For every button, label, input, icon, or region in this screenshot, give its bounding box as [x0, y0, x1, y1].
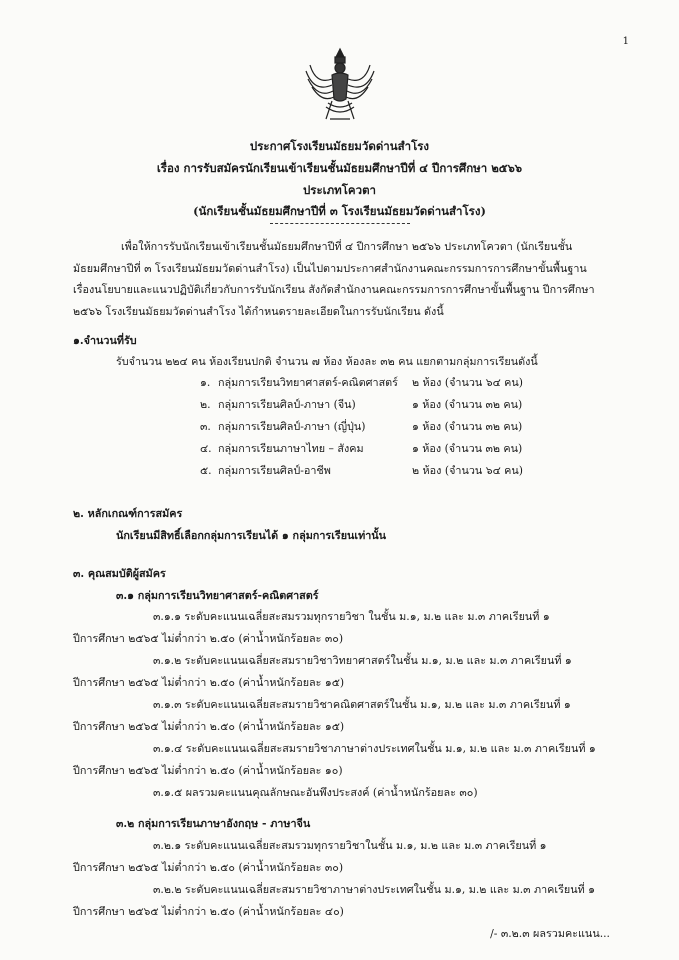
criteria-line: ๓.๑.๕ ผลรวมคะแนนคุณลักษณะอันพึงประสงค์ (ค่าน้ำหนักร้อยละ ๓๐): [153, 786, 478, 799]
section3-sub1-heading: ๓.๑ กลุ่มการเรียนวิทยาศาสตร์-คณิตศาสตร์: [116, 589, 319, 602]
criteria-line: ปีการศึกษา ๒๕๖๕ ไม่ต่ำกว่า ๒.๕๐ (ค่าน้ำหนักร้อยละ ๓๐): [73, 632, 344, 645]
page-number: 1: [622, 36, 629, 47]
criteria-line: ๓.๒.๒ ระดับคะแนนเฉลี่ยสะสมรายวิชาภาษาต่างประเทศในชั้น ม.๑, ม.๒ และ ม.๓ ภาคเรียนที่ ๑: [153, 883, 595, 896]
garuda-emblem-icon: [302, 45, 378, 125]
announcement-subject: เรื่อง การรับสมัครนักเรียนเข้าเรียนชั้นมัธยมศึกษาปีที่ ๔ ปีการศึกษา ๒๕๖๖: [156, 161, 523, 175]
section2-heading: ๒. หลักเกณฑ์การสมัคร: [73, 507, 183, 520]
criteria-line: ปีการศึกษา ๒๕๖๕ ไม่ต่ำกว่า ๒.๕๐ (ค่าน้ำหนักร้อยละ ๔๐): [73, 905, 344, 918]
section3-heading: ๓. คุณสมบัติผู้สมัคร: [73, 567, 166, 580]
criteria-line: ปีการศึกษา ๒๕๖๕ ไม่ต่ำกว่า ๒.๕๐ (ค่าน้ำหนักร้อยละ ๑๕): [73, 720, 345, 733]
intro-line: เพื่อให้การรับนักเรียนเข้าเรียนชั้นมัธยมศึกษาปีที่ ๔ ปีการศึกษา ๒๕๖๖ ประเภทโควตา (นักเรียนชั้น: [121, 240, 573, 253]
section2-rule: นักเรียนมีสิทธิ์เลือกกลุ่มการเรียนได้ ๑ กลุ่มการเรียนเท่านั้น: [116, 529, 387, 542]
continuation-note: /- ๓.๒.๓ ผลรวมคะแนน...: [490, 927, 610, 940]
intro-paragraph: [73, 236, 633, 322]
separator-line: [270, 223, 410, 224]
intro-line: เรื่องนโยบายและแนวปฏิบัติเกี่ยวกับการรับนักเรียน สังกัดสำนักงานคณะกรรมการการศึกษาขั้นพื้นฐาน ปีการศึกษา: [73, 283, 595, 296]
criteria-line: ๓.๑.๑ ระดับคะแนนเฉลี่ยสะสมรวมทุกรายวิชา ในชั้น ม.๑, ม.๒ และ ม.๓ ภาคเรียนที่ ๑: [153, 610, 550, 623]
intro-line: ๒๕๖๖ โรงเรียนมัธยมวัดด่านสำโรง ได้กำหนดรายละเอียดในการรับนักเรียน ดังนี้: [73, 304, 444, 318]
criteria-line: ๓.๑.๒ ระดับคะแนนเฉลี่ยสะสมรายวิชาวิทยาศาสตร์ในชั้น ม.๑, ม.๒ และ ม.๓ ภาคเรียนที่ ๑: [153, 654, 572, 667]
criteria-line: ปีการศึกษา ๒๕๖๕ ไม่ต่ำกว่า ๒.๕๐ (ค่าน้ำหนักร้อยละ ๑๕): [73, 676, 345, 689]
section1-summary: รับจำนวน ๒๒๔ คน ห้องเรียนปกติ จำนวน ๗ ห้อง ห้องละ ๓๒ คน แยกตามกลุ่มการเรียนดังนี้: [116, 355, 538, 368]
announcement-audience: (นักเรียนชั้นมัธยมศึกษาปีที่ ๓ โรงเรียนมัธยมวัดด่านสำโรง): [193, 204, 486, 218]
criteria-line: ๓.๒.๑ ระดับคะแนนเฉลี่ยสะสมรวมทุกรายวิชาในชั้น ม.๑, ม.๒ และ ม.๓ ภาคเรียนที่ ๑: [153, 839, 547, 852]
section3-sub2-heading: ๓.๒ กลุ่มการเรียนภาษาอังกฤษ - ภาษาจีน: [116, 817, 311, 830]
criteria-line: ๓.๑.๔ ระดับคะแนนเฉลี่ยสะสมรายวิชาภาษาต่างประเทศในชั้น ม.๑, ม.๒ และ ม.๓ ภาคเรียนที่ ๑: [153, 742, 596, 755]
criteria-line: ปีการศึกษา ๒๕๖๕ ไม่ต่ำกว่า ๒.๕๐ (ค่าน้ำหนักร้อยละ ๑๐): [73, 764, 343, 777]
criteria-line: ปีการศึกษา ๒๕๖๕ ไม่ต่ำกว่า ๒.๕๐ (ค่าน้ำหนักร้อยละ ๓๐): [73, 861, 344, 874]
announcement-title: ประกาศโรงเรียนมัธยมวัดด่านสำโรง: [249, 139, 430, 153]
criteria-line: ๓.๑.๓ ระดับคะแนนเฉลี่ยสะสมรายวิชาคณิตศาสตร์ในชั้น ม.๑, ม.๒ และ ม.๓ ภาคเรียนที่ ๑: [153, 698, 571, 711]
document-page: 1 ประกาศโรงเรียนมัธยมวัดด่านสำโรง เรื่อง การรับสมัครนักเรียนเข้าเรียนชั้นมัธยมศึกษาปีที่ ๔ ปีการศึกษา ๒๕๖๖ ประเภทโควตา (นักเรียนชั้นมัธยมศึกษาปีที่ ๓ โรงเรียนมัธยมวัดด่านสำโรง) เพื่อให้การรับนักเรียนเข้าเรียนชั้นมัธยมศึกษาปีที่ ๔ ปีการศึกษา ๒๕๖๖ ประเภทโควตา (นักเรียนชั้น มัธยมศึกษาปีที่ ๓ โรงเรียนมัธยมวัดด่านสำโรง) เป็นไปตามประกาศสำนักงานคณะกรรมการการศึกษาขั้นพื้นฐาน เรื่องนโยบายและแนวปฏิบัติเกี่ยวกับการรับนักเรียน สังกัดสำนักงานคณะกรรมการการศึกษาขั้นพื้นฐาน ปีการศึกษา ๒๕๖๖ โรงเรียนมัธยมวัดด่านสำโรง ได้กำหนดรายละเอียดในการรับนักเรียน ดังนี้ ๑.จำนวนที่รับ รับจำนวน ๒๒๔ คน ห้องเรียนปกติ จำนวน ๗ ห้อง ห้องละ ๓๒ คน แยกตามกลุ่มการเรียนดังนี้ ๑. กลุ่มการเรียนวิทยาศาสตร์-คณิตศาสตร์ ๒ ห้อง (จำนวน ๖๔ คน) ๒. กลุ่มการเรียนศิลป์-ภาษา (จีน) ๑ ห้อง (จำนวน ๓๒ คน) ๓. กลุ่มการเรียนศิลป์-ภาษา (ญี่ปุ่น) ๑ ห้อง (จำนวน ๓๒ คน) ๔. กลุ่มการเรียนภาษาไทย – สังคม ๑ ห้อง (จำนวน ๓๒ คน) ๕. กลุ่มการเรียนศิลป์-อาชีพ ๒ ห้อง (จำนวน ๖๔ คน) ๒. หลักเกณฑ์การสมัคร นักเรียนมีสิทธิ์เลือกกลุ่มการเรียนได้ ๑ กลุ่มการเรียนเท่านั้น ๓. คุณสมบัติผู้สมัคร ๓.๑ กลุ่มการเรียนวิทยาศาสตร์-คณิตศาสตร์ ๓.๑.๑ ระดับคะแนนเฉลี่ยสะสมรวมทุกรายวิชา ในชั้น ม.๑, ม.๒ และ ม.๓ ภาคเรียนที่ ๑ ปีการศึกษา ๒๕๖๕ ไม่ต่ำกว่า ๒.๕๐ (ค่าน้ำหนักร้อยละ ๓๐) ๓.๑.๒ ระดับคะแนนเฉลี่ยสะสมรายวิชาวิทยาศาสตร์ในชั้น ม.๑, ม.๒ และ ม.๓ ภาคเรียนที่ ๑ ปีการศึกษา ๒๕๖๕ ไม่ต่ำกว่า ๒.๕๐ (ค่าน้ำหนักร้อยละ ๑๕) ๓.๑.๓ ระดับคะแนนเฉลี่ยสะสมรายวิชาคณิตศาสตร์ในชั้น ม.๑, ม.๒ และ ม.๓ ภาคเรียนที่ ๑ ปีการศึกษา ๒๕๖๕ ไม่ต่ำกว่า ๒.๕๐ (ค่าน้ำหนักร้อยละ ๑๕) ๓.๑.๔ ระดับคะแนนเฉลี่ยสะสมรายวิชาภาษาต่างประเทศในชั้น ม.๑, ม.๒ และ ม.๓ ภาคเรียนที่ ๑ ปีการศึกษา ๒๕๖๕ ไม่ต่ำกว่า ๒.๕๐ (ค่าน้ำหนักร้อยละ ๑๐) ๓.๑.๕ ผลรวมคะแนนคุณลักษณะอันพึงประสงค์ (ค่าน้ำหนักร้อยละ ๓๐) ๓.๒ กลุ่มการเรียนภาษาอังกฤษ - ภาษาจีน ๓.๒.๑ ระดับคะแนนเฉลี่ยสะสมรวมทุกรายวิชาในชั้น ม.๑, ม.๒ และ ม.๓ ภาคเรียนที่ ๑ ปีการศึกษา ๒๕๖๕ ไม่ต่ำกว่า ๒.๕๐ (ค่าน้ำหนักร้อยละ ๓๐) ๓.๒.๒ ระดับคะแนนเฉลี่ยสะสมรายวิชาภาษาต่างประเทศในชั้น ม.๑, ม.๒ และ ม.๓ ภาคเรียนที่ ๑ ปีการศึกษา ๒๕๖๕ ไม่ต่ำกว่า ๒.๕๐ (ค่าน้ำหนักร้อยละ ๔๐) /- ๓.๒.๓ ผลรวมคะแนน...: [0, 0, 679, 960]
announcement-type: ประเภทโควตา: [303, 183, 376, 197]
intro-line: มัธยมศึกษาปีที่ ๓ โรงเรียนมัธยมวัดด่านสำโรง) เป็นไปตามประกาศสำนักงานคณะกรรมการการศึกษาขั้นพื้นฐาน: [73, 261, 587, 275]
section1-heading: ๑.จำนวนที่รับ: [73, 334, 137, 347]
